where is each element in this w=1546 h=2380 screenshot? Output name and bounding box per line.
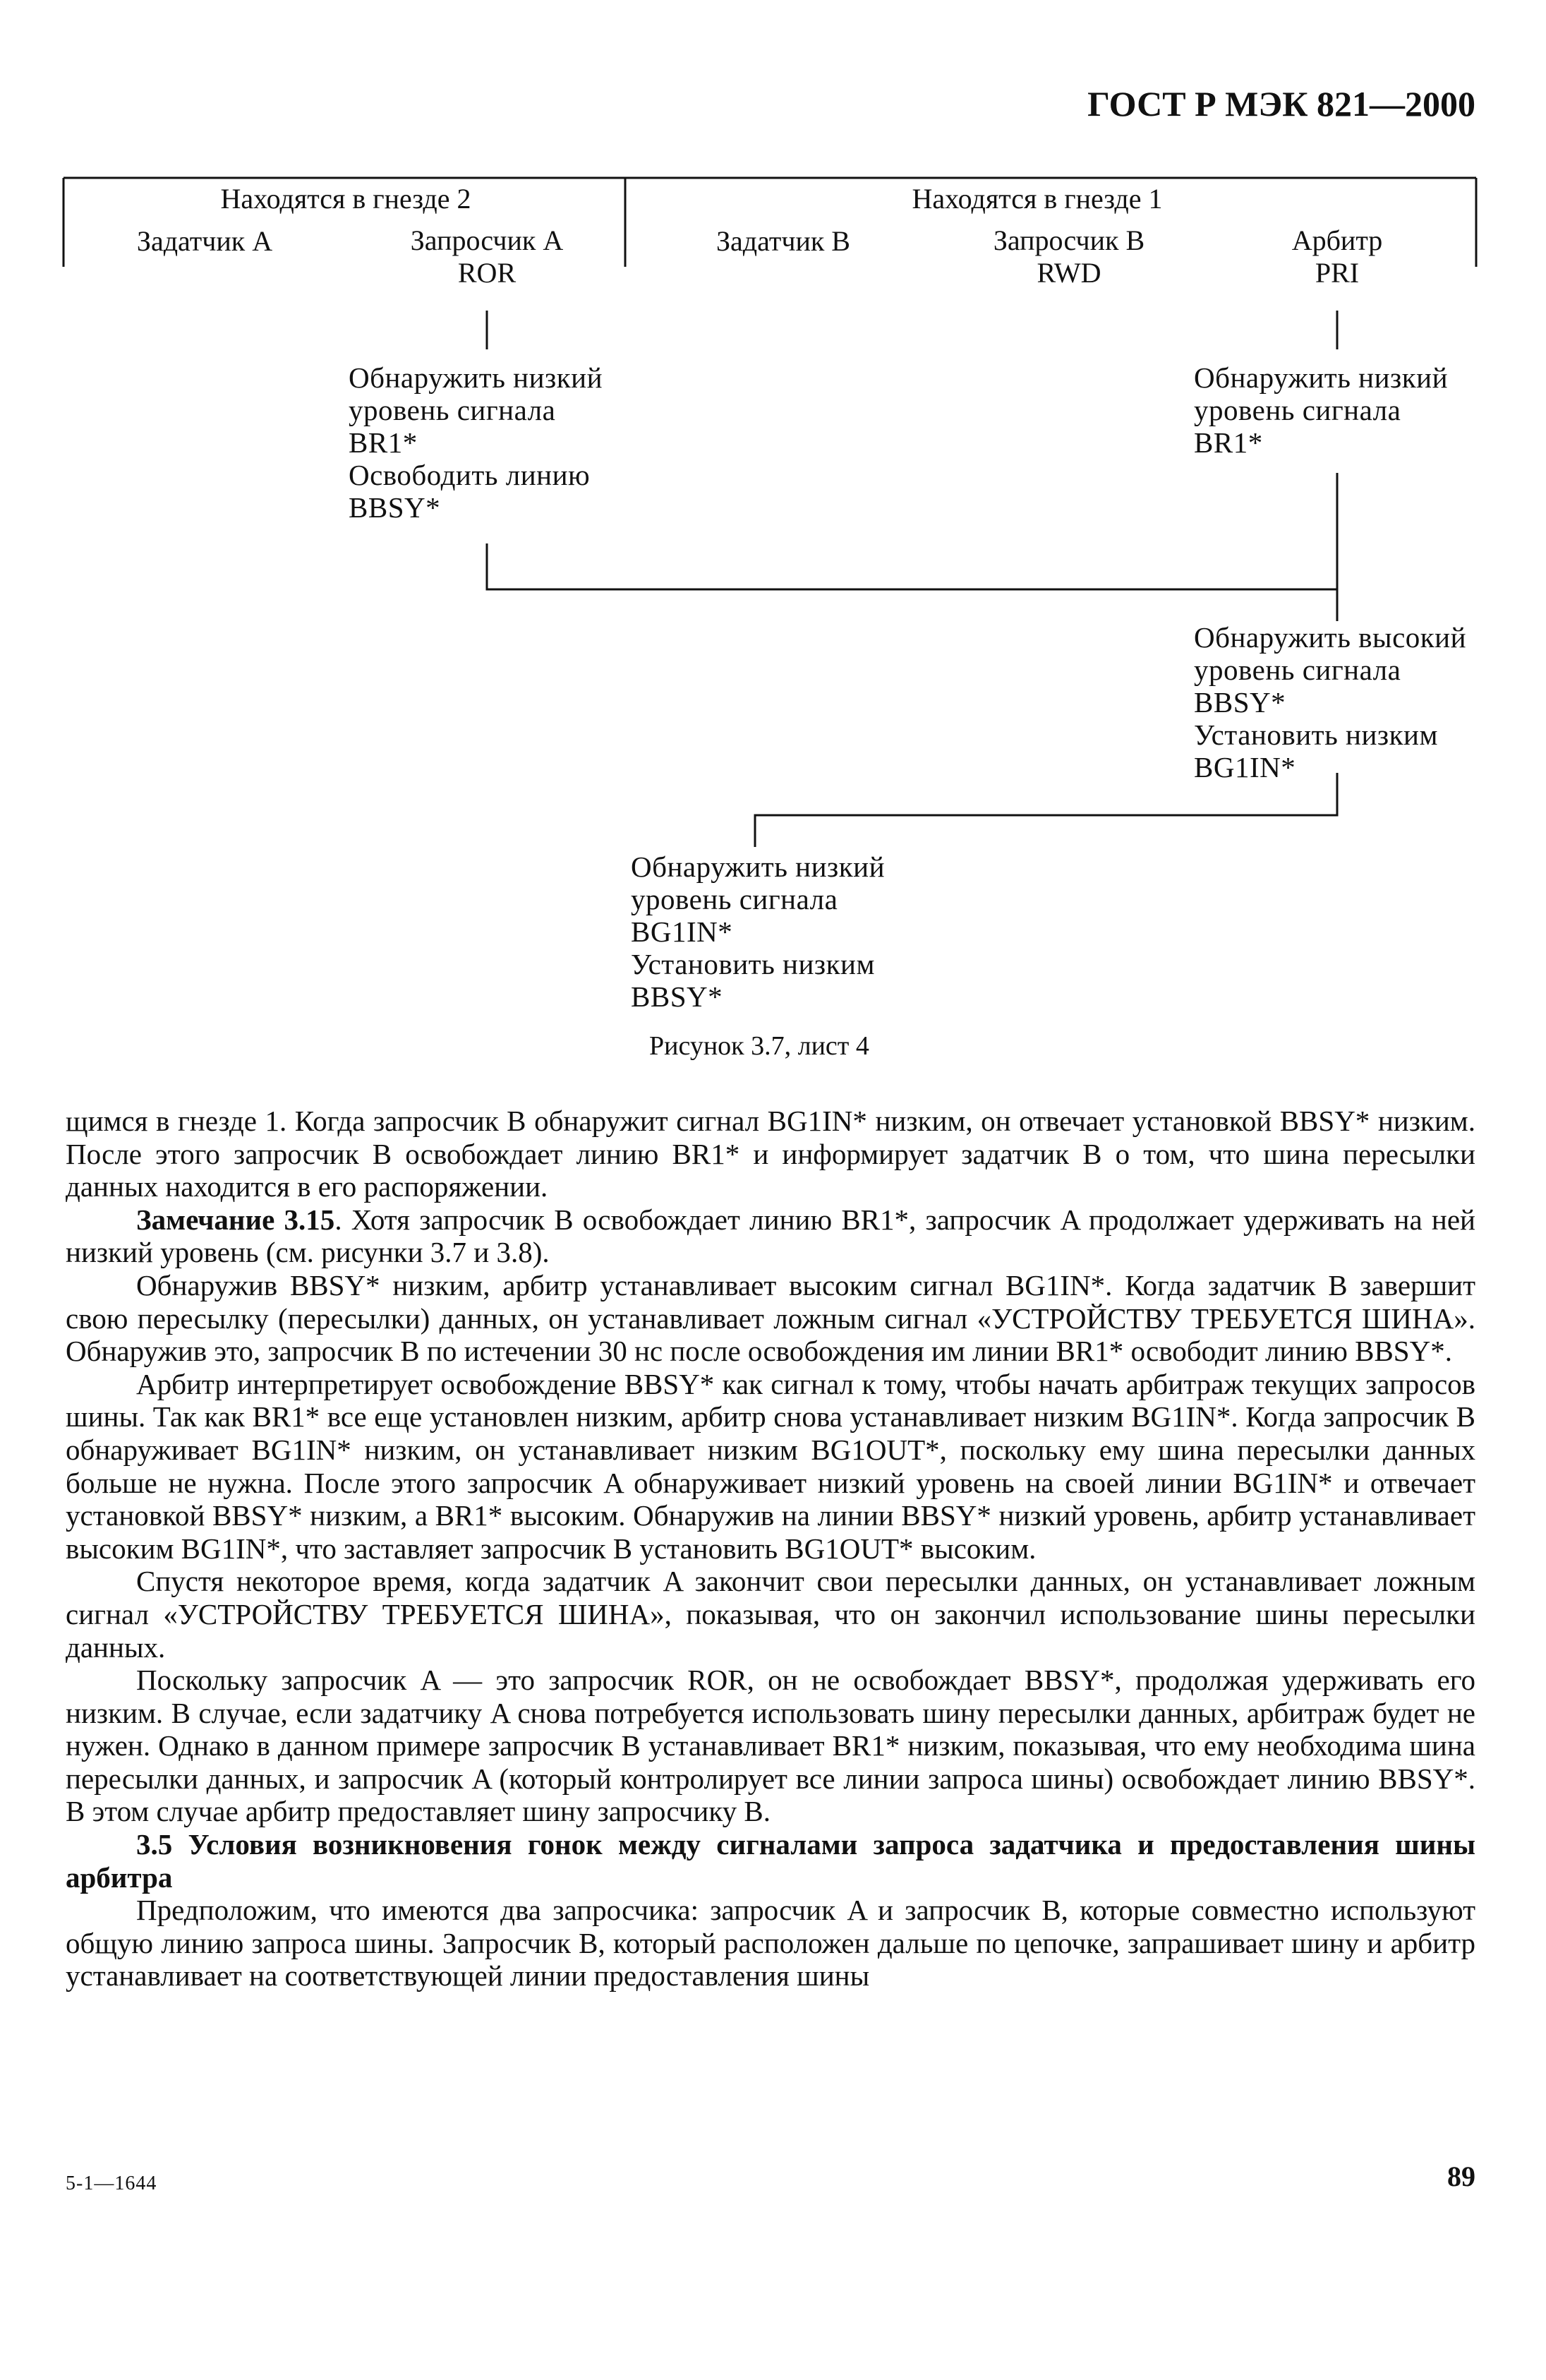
column-requester-b-type: RWD	[1037, 257, 1101, 289]
ror-to-arbiter-connector	[487, 543, 1337, 589]
section-heading: 3.5 Условия возникновения гонок между сигналами запроса задатчика и предоставления шины арбитра	[66, 1828, 1475, 1894]
document-code: ГОСТ Р МЭК 821—2000	[1087, 84, 1475, 124]
note-text: . Хотя запросчик B освобождает линию BR1*, запросчик A продолжает удерживать на ней низкий уровень (см. рисунки 3.7 и 3.8).	[66, 1203, 1475, 1269]
column-requester-a-name: Запросчик A	[410, 224, 564, 256]
body-text	[66, 1105, 1475, 1993]
page-number: 89	[1447, 2160, 1475, 2192]
figure-caption: Рисунок 3.7, лист 4	[649, 1031, 869, 1061]
paragraph-continuation: щимся в гнезде 1. Когда запросчик B обнаружит сигнал BG1IN* низким, он отвечает установкой BBSY* низким. После этого запросчик B освобождает линию BR1* и информирует задатчик B о том, что шина пересылки данных находится в его распоряжении.	[66, 1105, 1475, 1203]
arbiter-action-box-2: Обнаружить высокий уровень сигнала BBSY* Установить низким BG1IN*	[1194, 621, 1467, 783]
column-master-a-name: Задатчик A	[136, 225, 273, 257]
note-label: Замечание 3.15	[136, 1203, 335, 1236]
column-arbiter-name: Арбитр	[1291, 224, 1383, 256]
paragraph: Арбитр интерпретирует освобождение BBSY* как сигнал к тому, чтобы начать арбитраж текущих запросов шины. Так как BR1* все еще установлен низким, арбитр снова устанавливает низким BG1IN*. Когда запросчик B обнаруживает BG1IN* низким, он устанавливает низким BG1OUT*, поскольку ему шина пересылки данных больше не нужна. После этого запросчик A обнаруживает низкий уровень на своей линии BG1IN* и отвечает установкой BBSY* низким, а BR1* высоким. Обнаружив на линии BBSY* низкий уровень, арбитр устанавливает высоким BG1IN*, что заставляет запросчик B установить BG1OUT* высоким.	[66, 1367, 1475, 1565]
slot2-group-label: Находятся в гнезде 2	[220, 183, 471, 215]
column-master-b	[677, 224, 889, 258]
column-requester-a-type: ROR	[457, 257, 517, 289]
print-code: 5-1—1644	[66, 2172, 157, 2194]
slot1-group-label: Находятся в гнезде 1	[912, 183, 1163, 215]
arbiter-to-rwd-connector	[755, 773, 1337, 847]
note-paragraph	[66, 1203, 1475, 1269]
rwd-action-box: Обнаружить низкий уровень сигнала BG1IN* Установить низким BBSY*	[631, 851, 886, 1013]
column-requester-b	[963, 224, 1175, 289]
column-requester-a	[381, 224, 593, 289]
column-master-a	[99, 224, 310, 258]
ror-action-box: Обнаружить низкий уровень сигнала BR1* Освободить линию BBSY*	[349, 361, 603, 524]
column-arbiter	[1231, 224, 1443, 289]
column-requester-b-name: Запросчик B	[993, 224, 1145, 256]
column-master-b-name: Задатчик B	[716, 225, 850, 257]
column-arbiter-type: PRI	[1315, 257, 1360, 289]
paragraph: Обнаружив BBSY* низким, арбитр устанавливает высоким сигнал BG1IN*. Когда задатчик B завершит свою пересылку (пересылки) данных, он устанавливает ложным сигнал «УСТРОЙСТВУ ТРЕБУЕТСЯ ШИНА». Обнаружив это, запросчик B по истечении 30 нс после освобождения им линии BR1* освободит линию BBSY*.	[66, 1268, 1475, 1368]
paragraph: Спустя некоторое время, когда задатчик A закончит свои пересылки данных, он устанавливает ложным сигнал «УСТРОЙСТВУ ТРЕБУЕТСЯ ШИНА», показывая, что он закончил использование шины пересылки данных.	[66, 1565, 1475, 1664]
arbiter-action-box-1: Обнаружить низкий уровень сигнала BR1*	[1194, 361, 1449, 459]
paragraph: Предположим, что имеются два запросчика: запросчик A и запросчик B, которые совместно используют общую линию запроса шины. Запросчик B, который расположен дальше по цепочке, запрашивает шину и арбитр устанавливает на соответствующей линии предоставления шины	[66, 1894, 1475, 1993]
paragraph: Поскольку запросчик A — это запросчик ROR, он не освобождает BBSY*, продолжая удерживать его низким. В случае, если задатчику A снова потребуется использовать шину пересылки данных, арбитраж будет не нужен. Однако в данном примере запросчик B устанавливает BR1* низким, показывая, что ему необходима шина пересылки данных, и запросчик A (который контролирует все линии запроса шины) освобождает линию BBSY*. В этом случае арбитр предоставляет шину запросчику B.	[66, 1664, 1475, 1828]
